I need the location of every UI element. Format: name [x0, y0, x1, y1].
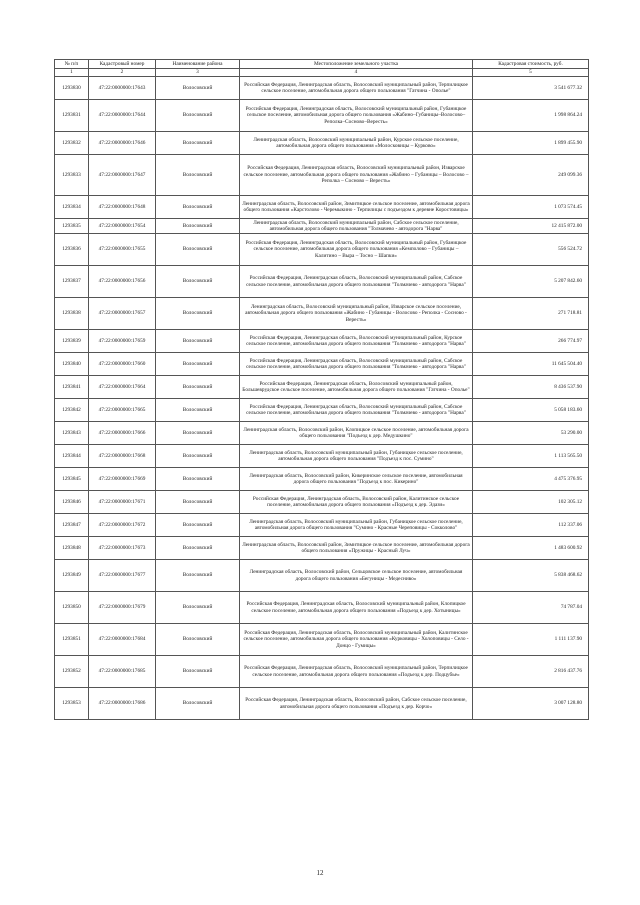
table-row — [55, 219, 589, 234]
table-row — [55, 376, 589, 399]
cadastral-number: 47:22:0000000:17669 — [89, 468, 156, 491]
district-name: Волосовский — [156, 155, 240, 196]
district-name: Волосовский — [156, 399, 240, 422]
district-name: Волосовский — [156, 491, 240, 514]
cadastral-number: 47:22:0000000:17679 — [89, 592, 156, 624]
cadastral-number: 47:22:0000000:17648 — [89, 196, 156, 219]
cadastral-number: 47:22:0000000:17673 — [89, 537, 156, 560]
row-number: 1293833 — [55, 155, 89, 196]
cadastral-number: 47:22:0000000:17647 — [89, 155, 156, 196]
column-number: 4 — [240, 69, 473, 77]
table-row — [55, 624, 589, 656]
column-number: 3 — [156, 69, 240, 77]
cadastral-value: 1 899 455.90 — [473, 132, 589, 155]
row-number: 1293849 — [55, 560, 89, 592]
district-name: Волосовский — [156, 422, 240, 445]
district-name: Волосовский — [156, 100, 240, 132]
district-name: Волосовский — [156, 624, 240, 656]
location-address: Российская Федерация, Ленинградская область, Волосовский муниципальный район, Изварское сельское поселение, автомобильная дорога общего пользования «Жабино – Губаницы – Волосово – Реполка – Сосново – Вересть» — [240, 155, 473, 196]
location-address: Российская Федерация, Ленинградская область, Волосовский муниципальный район, Клопицкое сельское поселение, автомобильная дорога общего пользования «Подъезд к дер. Хотыницы» — [240, 592, 473, 624]
cadastral-value: 11 645 504.40 — [473, 353, 589, 376]
district-name: Волосовский — [156, 196, 240, 219]
cadastral-value: 1 073 574.45 — [473, 196, 589, 219]
cadastral-value: 4 475 376.95 — [473, 468, 589, 491]
table-row — [55, 132, 589, 155]
cadastral-value: 1 998 864.24 — [473, 100, 589, 132]
row-number: 1293842 — [55, 399, 89, 422]
row-number: 1293848 — [55, 537, 89, 560]
cadastral-value: 2 816 437.76 — [473, 656, 589, 688]
location-address: Российская Федерация, Ленинградская область, Волосовский муниципальный район, Сабское сельское поселение, автомобильная дорога общего пользования "Толмачево - автодорога "Нарва" — [240, 353, 473, 376]
table-row — [55, 353, 589, 376]
row-number: 1293830 — [55, 77, 89, 100]
district-name: Волосовский — [156, 688, 240, 720]
table-row — [55, 560, 589, 592]
row-number: 1293834 — [55, 196, 89, 219]
row-number: 1293843 — [55, 422, 89, 445]
district-name: Волосовский — [156, 376, 240, 399]
cadastral-value: 1 113 565.50 — [473, 445, 589, 468]
row-number: 1293832 — [55, 132, 89, 155]
table-header-row — [55, 60, 589, 69]
row-number: 1293852 — [55, 656, 89, 688]
table-row — [55, 330, 589, 353]
cadastral-value: 12 415 872.00 — [473, 219, 589, 234]
cadastral-number: 47:22:0000000:17656 — [89, 266, 156, 298]
location-address: Российская Федерация, Ленинградская область, Волосовский муниципальный район, Терпилицкое сельское поселение, автомобильная дорога общего пользования «Подъезд к дер. Подцубье» — [240, 656, 473, 688]
header-location: Местоположение земельного участка — [240, 60, 473, 69]
district-name: Волосовский — [156, 592, 240, 624]
cadastral-value: 1 111 137.90 — [473, 624, 589, 656]
cadastral-number: 47:22:0000000:17643 — [89, 77, 156, 100]
row-number: 1293837 — [55, 266, 89, 298]
header-cadastral-number: Кадастровый номер — [89, 60, 156, 69]
page-number: 12 — [316, 869, 324, 877]
table-row — [55, 77, 589, 100]
district-name: Волосовский — [156, 514, 240, 537]
district-name: Волосовский — [156, 445, 240, 468]
district-name: Волосовский — [156, 656, 240, 688]
table-row — [55, 100, 589, 132]
cadastral-number: 47:22:0000000:17644 — [89, 100, 156, 132]
cadastral-number: 47:22:0000000:17685 — [89, 656, 156, 688]
cadastral-number: 47:22:0000000:17664 — [89, 376, 156, 399]
cadastral-number: 47:22:0000000:17657 — [89, 298, 156, 330]
table-row — [55, 196, 589, 219]
cadastral-number: 47:22:0000000:17665 — [89, 399, 156, 422]
header-number: № п/п — [55, 60, 89, 69]
row-number: 1293838 — [55, 298, 89, 330]
column-number: 2 — [89, 69, 156, 77]
cadastral-number: 47:22:0000000:17659 — [89, 330, 156, 353]
cadastral-value: 1 483 600.92 — [473, 537, 589, 560]
row-number: 1293831 — [55, 100, 89, 132]
location-address: Российская Федерация, Ленинградская область, Волосовский муниципальный район, Губаницкое сельское поселение, автомобильная дорога общего пользования «Кемполово – Губаницы – Калитино – Выра – Тосно – Шапки» — [240, 234, 473, 266]
row-number: 1293844 — [55, 445, 89, 468]
cadastral-value: 102 305.12 — [473, 491, 589, 514]
table-row — [55, 422, 589, 445]
location-address: Ленинградская область, Волосовский район, Зимитицкое сельское поселение, автомобильная дорога общего пользования «Карстолово - Черемыкино - Терпилицы с подъездом к деревне Коростовицы» — [240, 196, 473, 219]
cadastral-value: 5 838 468.62 — [473, 560, 589, 592]
district-name: Волосовский — [156, 77, 240, 100]
location-address: Ленинградская область, Волосовский муниципальный район, Губаницкое сельское поселение, автомобильная дорога общего пользования "Сумино - Красные Череповицы - Сокколово" — [240, 514, 473, 537]
cadastral-number: 47:22:0000000:17668 — [89, 445, 156, 468]
row-number: 1293835 — [55, 219, 89, 234]
cadastral-number: 47:22:0000000:17654 — [89, 219, 156, 234]
location-address: Российская Федерация, Ленинградская область, Волосовский муниципальный район, Большеврудское сельское поселение, автомобильная дорога общего пользования "Гатчина - Ополье" — [240, 376, 473, 399]
table-row — [55, 399, 589, 422]
row-number: 1293840 — [55, 353, 89, 376]
cadastral-value: 8 436 537.90 — [473, 376, 589, 399]
cadastral-number: 47:22:0000000:17646 — [89, 132, 156, 155]
row-number: 1293853 — [55, 688, 89, 720]
cadastral-value: 5 058 183.60 — [473, 399, 589, 422]
header-district: Наименование района — [156, 60, 240, 69]
district-name: Волосовский — [156, 468, 240, 491]
location-address: Ленинградская область, Волосовский район, Зимитицкое сельское поселение, автомобильная дорога общего пользования «Пружицы - Красный Луч» — [240, 537, 473, 560]
row-number: 1293836 — [55, 234, 89, 266]
table-row — [55, 491, 589, 514]
table-row — [55, 656, 589, 688]
cadastral-number: 47:22:0000000:17684 — [89, 624, 156, 656]
location-address: Российская Федерация, Ленинградская область, Волосовский муниципальный район, Губаницкое сельское поселение, автомобильная дорога общего пользования «Жабино–Губаницы–Волосово–Реполка–Сосново–Вересть» — [240, 100, 473, 132]
table-row — [55, 468, 589, 491]
location-address: Ленинградская область, Волосовский муниципальный район, Курское сельское поселение, автомобильная дорога общего пользования «Молосковицы – Курково» — [240, 132, 473, 155]
row-number: 1293839 — [55, 330, 89, 353]
table-row — [55, 514, 589, 537]
table-row — [55, 234, 589, 266]
cadastral-value: 271 718.81 — [473, 298, 589, 330]
row-number: 1293845 — [55, 468, 89, 491]
column-numbers-row — [55, 69, 589, 77]
location-address: Ленинградская область, Волосовский муниципальный район, Изварское сельское поселение, автомобильная дорога общего пользования «Жабино - Губаницы - Волосово - Реполка - Сосново - Вересть» — [240, 298, 473, 330]
cadastral-value: 3 007 128.80 — [473, 688, 589, 720]
district-name: Волосовский — [156, 298, 240, 330]
column-number: 5 — [473, 69, 589, 77]
column-number: 1 — [55, 69, 89, 77]
table-row — [55, 155, 589, 196]
location-address: Российская Федерация, Ленинградская область, Волосовский муниципальный район, Курское сельское поселение, автомобильная дорога общего пользования "Толмачево - автодорога "Нарва" — [240, 330, 473, 353]
location-address: Ленинградская область, Волосовский муниципальный район, Сабское сельское поселение, автомобильная дорога общего пользования "Толмачево - автодорога "Нарва" — [240, 219, 473, 234]
location-address: Российская Федерация, Ленинградская область, Волосовский район, Сабское сельское поселение, автомобильная дорога общего пользования «Подъезд к дер. Корчо» — [240, 688, 473, 720]
location-address: Ленинградская область, Волосовский район, Сельцовское сельское поселение, автомобильная дорога общего пользования «Бегуницы - Медесниво» — [240, 560, 473, 592]
cadastral-value: 556 524.72 — [473, 234, 589, 266]
location-address: Ленинградская область, Волосовский муниципальный район, Губаницкое сельское поселение, автомобильная дорога общего пользования "Подъезд к пос. Сумино" — [240, 445, 473, 468]
cadastral-value-table — [54, 59, 589, 720]
cadastral-value: 112 337.06 — [473, 514, 589, 537]
cadastral-value: 249 099.36 — [473, 155, 589, 196]
district-name: Волосовский — [156, 560, 240, 592]
location-address: Российская Федерация, Ленинградская область, Волосовский район, Калитинское сельское поселение, автомобильная дорога общего пользования «Подъезд к дер. Эдази» — [240, 491, 473, 514]
cadastral-number: 47:22:0000000:17655 — [89, 234, 156, 266]
cadastral-number: 47:22:0000000:17686 — [89, 688, 156, 720]
table-row — [55, 592, 589, 624]
location-address: Российская Федерация, Ленинградская область, Волосовский муниципальный район, Калитинское сельское поселение, автомобильная дорога общего пользования «Курковицы - Холоповицы - Село - Донцо - Гумицы» — [240, 624, 473, 656]
table-row — [55, 266, 589, 298]
location-address: Российская Федерация, Ленинградская область, Волосовский муниципальный район, Сабское сельское поселение, автомобильная дорога общего пользования "Толмачево - автодорога "Нарва" — [240, 399, 473, 422]
row-number: 1293847 — [55, 514, 89, 537]
cadastral-value: 74 787.04 — [473, 592, 589, 624]
cadastral-number: 47:22:0000000:17677 — [89, 560, 156, 592]
table-row — [55, 688, 589, 720]
location-address: Российская Федерация, Ленинградская область, Волосовский муниципальный район, Сабское сельское поселение, автомобильная дорога общего пользования "Толмачево - автодорога "Нарва" — [240, 266, 473, 298]
cadastral-value: 5 207 842.60 — [473, 266, 589, 298]
header-cadastral-value: Кадастровая стоимость, руб. — [473, 60, 589, 69]
cadastral-number: 47:22:0000000:17660 — [89, 353, 156, 376]
row-number: 1293841 — [55, 376, 89, 399]
cadastral-number: 47:22:0000000:17666 — [89, 422, 156, 445]
location-address: Ленинградская область, Волосовский район, Кикеринское сельское поселение, автомобильная дорога общего пользования "Подъезд к пос. Кикерино" — [240, 468, 473, 491]
district-name: Волосовский — [156, 537, 240, 560]
district-name: Волосовский — [156, 219, 240, 234]
table-row — [55, 298, 589, 330]
location-address: Ленинградская область, Волосовский район, Клопицкое сельское поселение, автомобильная дорога общего пользования "Подъезд к дер. Медушкино" — [240, 422, 473, 445]
cadastral-value: 53 290.00 — [473, 422, 589, 445]
district-name: Волосовский — [156, 266, 240, 298]
cadastral-number: 47:22:0000000:17672 — [89, 514, 156, 537]
cadastral-value: 3 541 677.32 — [473, 77, 589, 100]
cadastral-value: 266 774.97 — [473, 330, 589, 353]
table-row — [55, 445, 589, 468]
table-row — [55, 537, 589, 560]
row-number: 1293846 — [55, 491, 89, 514]
cadastral-number: 47:22:0000000:17671 — [89, 491, 156, 514]
district-name: Волосовский — [156, 353, 240, 376]
row-number: 1293850 — [55, 592, 89, 624]
location-address: Российская Федерация, Ленинградская область, Волосовский муниципальный район, Терпилицкое сельское поселение, автомобильная дорога общего пользования "Гатчина - Ополье" — [240, 77, 473, 100]
district-name: Волосовский — [156, 132, 240, 155]
row-number: 1293851 — [55, 624, 89, 656]
district-name: Волосовский — [156, 330, 240, 353]
district-name: Волосовский — [156, 234, 240, 266]
